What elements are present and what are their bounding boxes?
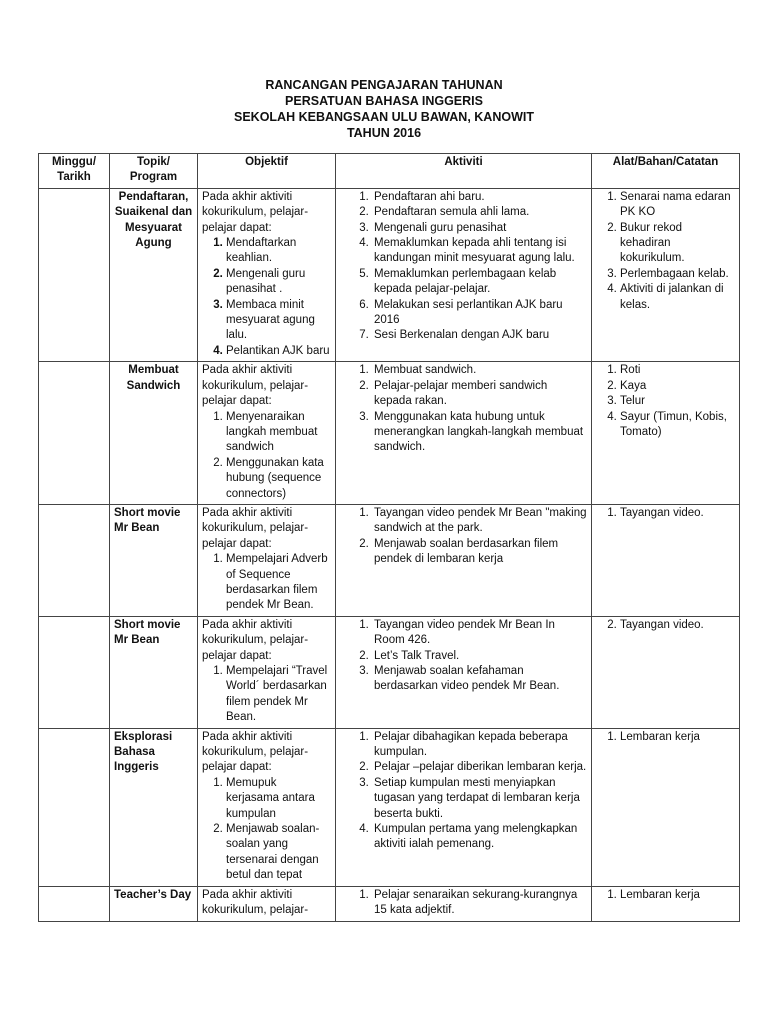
- objective-list: [202, 552, 331, 614]
- list-item: 1. Memupuk kerjasama antara kumpulan: [226, 776, 331, 822]
- list-item: 4. Pelantikan AJK baru: [226, 344, 331, 359]
- objective-intro: Pada akhir aktiviti kokurikulum, pelajar-: [202, 888, 309, 917]
- table-row: [39, 362, 740, 505]
- list-item: 1. Pelajar senaraikan sekurang-kurangnya 15 kata adjektif.: [372, 888, 587, 919]
- objective-intro: Pada akhir aktiviti kokurikulum, pelajar-pelajar dapat:: [202, 618, 309, 662]
- list-item: 1. Pendaftaran ahi baru.: [372, 190, 587, 205]
- activity-cell: [336, 616, 592, 728]
- list-item: 2. Mengenali guru penasihat .: [226, 267, 331, 298]
- list-item: 3. Menjawab soalan kefahaman berdasarkan video pendek Mr Bean.: [372, 664, 587, 695]
- list-item: 4. Memaklumkan kepada ahli tentang isi kandungan minit mesyuarat agung lalu.: [372, 236, 587, 267]
- list-item: 1. Senarai nama edaran PK KO: [620, 190, 735, 221]
- activity-list: [340, 506, 587, 568]
- list-item: 2. Menjawab soalan-soalan yang tersenarai dengan betul dan tepat: [226, 822, 331, 884]
- tools-list: [596, 506, 735, 521]
- week-cell: [39, 886, 110, 921]
- list-item: 1. Tayangan video.: [620, 506, 735, 521]
- topic-cell: Short movie Mr Bean: [110, 616, 198, 728]
- tools-cell: [592, 728, 740, 886]
- objective-cell: [198, 504, 336, 616]
- activity-list: [340, 618, 587, 695]
- tools-list: [596, 363, 735, 440]
- activity-list: [340, 190, 587, 344]
- week-cell: [39, 728, 110, 886]
- col-header-activity: Aktiviti: [336, 154, 592, 189]
- list-item: 7. Sesi Berkenalan dengan AJK baru: [372, 328, 587, 343]
- tools-cell: [592, 504, 740, 616]
- list-item: 1. Mendaftarkan keahlian.: [226, 236, 331, 267]
- list-item: 2. Tayangan video.: [620, 618, 735, 633]
- objective-intro: Pada akhir aktiviti kokurikulum, pelajar-pelajar dapat:: [202, 364, 309, 408]
- list-item: 2. Kaya: [620, 379, 735, 394]
- activity-list: [340, 730, 587, 853]
- tools-cell: [592, 188, 740, 361]
- list-item: 1. Lembaran kerja: [620, 888, 735, 903]
- objective-cell: [198, 728, 336, 886]
- list-item: 5. Memaklumkan perlembagaan kelab kepada pelajar-pelajar.: [372, 267, 587, 298]
- objective-cell: [198, 188, 336, 361]
- title-line-1: RANCANGAN PENGAJARAN TAHUNAN: [265, 78, 503, 92]
- list-item: 1. Pelajar dibahagikan kepada beberapa kumpulan.: [372, 730, 587, 761]
- list-item: 2. Bukur rekod kehadiran kokurikulum.: [620, 221, 735, 267]
- title-line-2: PERSATUAN BAHASA INGGERIS: [285, 94, 483, 108]
- list-item: 4. Kumpulan pertama yang melengkapkan aktiviti ialah pemenang.: [372, 822, 587, 853]
- list-item: 2. Pelajar-pelajar memberi sandwich kepada rakan.: [372, 379, 587, 410]
- topic-cell: Membuat Sandwich: [110, 362, 198, 505]
- list-item: 2. Menjawab soalan berdasarkan filem pendek di lembaran kerja: [372, 537, 587, 568]
- list-item: 1. Lembaran kerja: [620, 730, 735, 745]
- activity-cell: [336, 362, 592, 505]
- topic-cell: Teacher’s Day: [110, 886, 198, 921]
- list-item: 3. Setiap kumpulan mesti menyiapkan tugasan yang terdapat di lembaran kerja beserta bukti.: [372, 776, 587, 822]
- list-item: 3. Telur: [620, 394, 735, 409]
- list-item: 2. Pelajar –pelajar diberikan lembaran kerja.: [372, 760, 587, 775]
- tools-list: [596, 618, 735, 633]
- activity-list: [340, 363, 587, 455]
- objective-list: [202, 236, 331, 359]
- table-header-row: [39, 154, 740, 189]
- list-item: 2. Let’s Talk Travel.: [372, 649, 587, 664]
- col-header-topic: Topik/ Program: [110, 154, 198, 189]
- list-item: 1. Tayangan video pendek Mr Bean In Room 426.: [372, 618, 587, 649]
- objective-intro: Pada akhir aktiviti kokurikulum, pelajar-pelajar dapat:: [202, 730, 309, 774]
- tools-list: [596, 730, 735, 745]
- objective-cell: [198, 616, 336, 728]
- list-item: 1. Tayangan video pendek Mr Bean "making sandwich at the park.: [372, 506, 587, 537]
- list-item: 3. Membaca minit mesyuarat agung lalu.: [226, 298, 331, 344]
- objective-intro: Pada akhir aktiviti kokurikulum, pelajar-pelajar dapat:: [202, 190, 309, 234]
- col-header-tools: Alat/Bahan/Catatan: [592, 154, 740, 189]
- objective-intro: Pada akhir aktiviti kokurikulum, pelajar-pelajar dapat:: [202, 506, 309, 550]
- table-row: [39, 188, 740, 361]
- title-line-3: SEKOLAH KEBANGSAAN ULU BAWAN, KANOWIT: [234, 110, 534, 124]
- tools-cell: [592, 616, 740, 728]
- week-cell: [39, 188, 110, 361]
- table-row: [39, 728, 740, 886]
- list-item: 1. Membuat sandwich.: [372, 363, 587, 378]
- table-row: [39, 886, 740, 921]
- list-item: 1. Menyenaraikan langkah membuat sandwich: [226, 410, 331, 456]
- table-row: [39, 616, 740, 728]
- table-row: [39, 504, 740, 616]
- activity-cell: [336, 728, 592, 886]
- document-title-block: [0, 77, 768, 141]
- list-item: 4. Aktiviti di jalankan di kelas.: [620, 282, 735, 313]
- objective-list: [202, 410, 331, 502]
- objective-cell: [198, 362, 336, 505]
- activity-list: [340, 888, 587, 919]
- week-cell: [39, 504, 110, 616]
- list-item: 3. Perlembagaan kelab.: [620, 267, 735, 282]
- col-header-week: Minggu/ Tarikh: [39, 154, 110, 189]
- list-item: 2. Pendaftaran semula ahli lama.: [372, 205, 587, 220]
- week-cell: [39, 362, 110, 505]
- objective-cell: [198, 886, 336, 921]
- list-item: 2. Menggunakan kata hubung (sequence connectors): [226, 456, 331, 502]
- list-item: 1. Mempelajari “Travel World´ berdasarkan filem pendek Mr Bean.: [226, 664, 331, 726]
- tools-list: [596, 190, 735, 313]
- topic-cell: Pendaftaran, Suaikenal dan Mesyuarat Agung: [110, 188, 198, 361]
- activity-cell: [336, 504, 592, 616]
- list-item: 6. Melakukan sesi perlantikan AJK baru 2016: [372, 298, 587, 329]
- list-item: 1. Mempelajari Adverb of Sequence berdasarkan filem pendek Mr Bean.: [226, 552, 331, 614]
- list-item: 4. Sayur (Timun, Kobis, Tomato): [620, 410, 735, 441]
- objective-list: [202, 776, 331, 884]
- topic-cell: Eksplorasi Bahasa Inggeris: [110, 728, 198, 886]
- list-item: 3. Mengenali guru penasihat: [372, 221, 587, 236]
- lesson-plan-table: [38, 153, 740, 922]
- topic-cell: Short movie Mr Bean: [110, 504, 198, 616]
- tools-cell: [592, 886, 740, 921]
- tools-cell: [592, 362, 740, 505]
- col-header-objective: Objektif: [198, 154, 336, 189]
- week-cell: [39, 616, 110, 728]
- title-line-4: TAHUN 2016: [346, 126, 422, 140]
- activity-cell: [336, 188, 592, 361]
- objective-list: [202, 664, 331, 726]
- list-item: 3. Menggunakan kata hubung untuk menerangkan langkah-langkah membuat sandwich.: [372, 410, 587, 456]
- activity-cell: [336, 886, 592, 921]
- tools-list: [596, 888, 735, 903]
- list-item: 1. Roti: [620, 363, 735, 378]
